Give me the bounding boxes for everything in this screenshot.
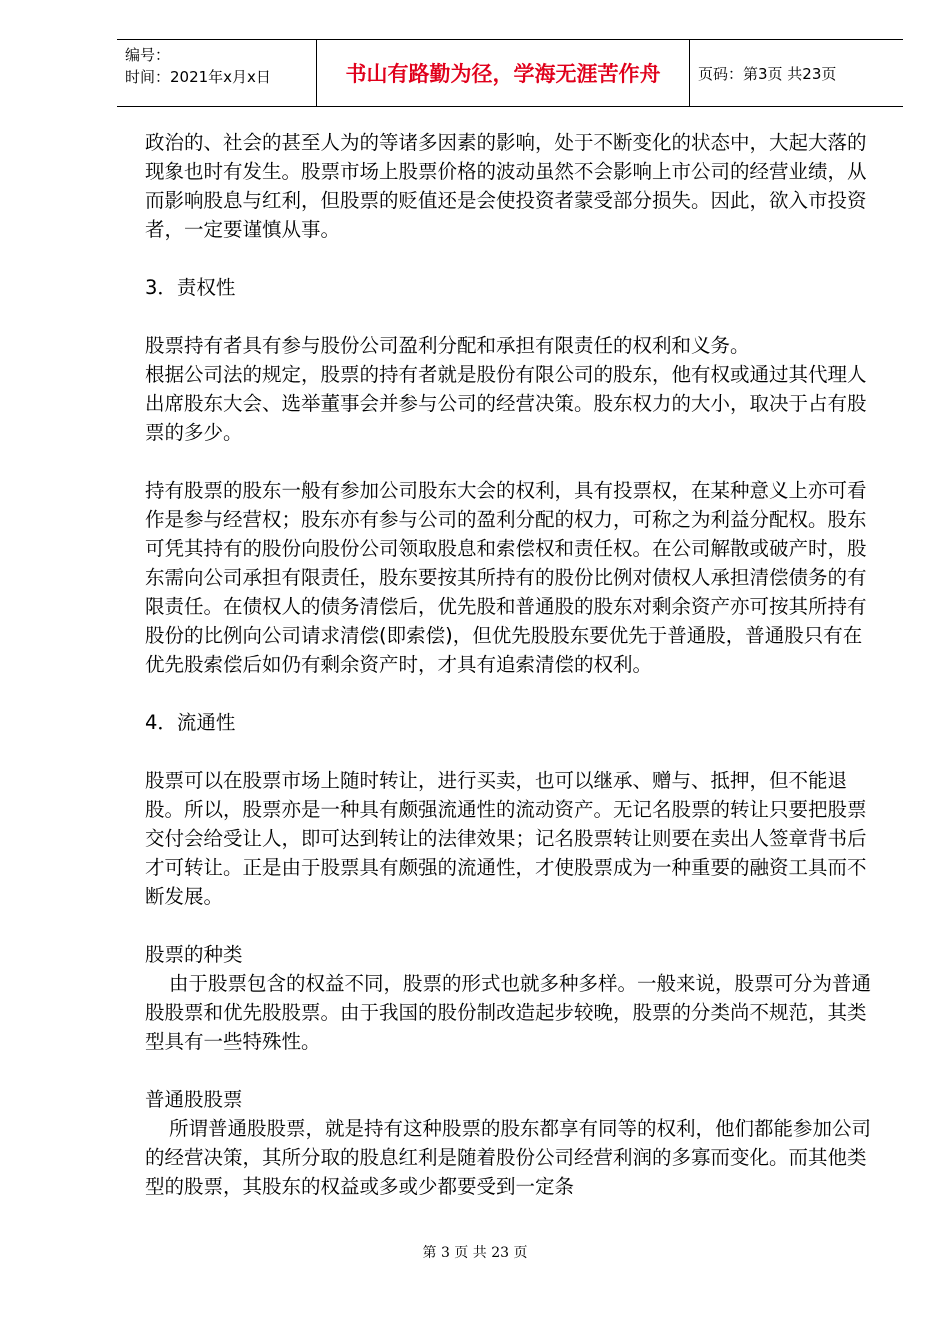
page-header [117, 39, 903, 107]
paragraph-4: 股票可以在股票市场上随时转让，进行买卖，也可以继承、赠与、抵押，但不能退股。所以，股票亦是一种具有颇强流通性的流动资产。无记名股票的转让只要把股票交付会给受让人，即可达到转让的法律效果；记名股票转让则要在卖出人签章背书后才可转让。正是由于股票具有颇强的流通性，才使股票成为一种重要的融资工具而不断发展。 [145, 769, 867, 908]
section-heading-4: 4．流通性 [145, 711, 236, 734]
section-heading-common-stock: 普通股股票 [145, 1088, 243, 1111]
section-heading-types: 股票的种类 [145, 943, 243, 966]
header-meta [117, 40, 316, 106]
paragraph-5: 由于股票包含的权益不同，股票的形式也就多种多样。一般来说，股票可分为普通股股票和优先股股票。由于我国的股份制改造起步较晚，股票的分类尚不规范，其类型具有一些特殊性。 [145, 972, 872, 1053]
page-footer: 第 3 页 共 23 页 [422, 1245, 528, 1261]
header-time: 时间：2021年x月x日 [125, 68, 271, 86]
header-page-number: 页码：第3页 共23页 [698, 64, 837, 83]
paragraph-2b: 根据公司法的规定，股票的持有者就是股份有限公司的股东，他有权或通过其代理人出席股东大会、选举董事会并参与公司的经营决策。股东权力的大小，取决于占有股票的多少。 [145, 363, 867, 444]
paragraph-6: 所谓普通股股票，就是持有这种股票的股东都享有同等的权利，他们都能参加公司的经营决策，其所分取的股息红利是随着股份公司经营利润的多寡而变化。而其他类型的股票，其股东的权益或多或少都要受到一定条 [145, 1117, 872, 1198]
section-heading-3: 3．责权性 [145, 276, 236, 299]
header-motto: 书山有路勤为径，学海无涯苦作舟 [316, 40, 690, 106]
paragraph-2a: 股票持有者具有参与股份公司盈利分配和承担有限责任的权利和义务。 [145, 334, 750, 357]
header-number: 编号： [125, 46, 171, 64]
document-body [145, 128, 880, 1201]
paragraph-1: 政治的、社会的甚至人为的等诸多因素的影响，处于不断变化的状态中，大起大落的现象也时有发生。股票市场上股票价格的波动虽然不会影响上市公司的经营业绩，从而影响股息与红利，但股票的贬值还是会使投资者蒙受部分损失。因此，欲入市投资者，一定要谨慎从事。 [145, 131, 867, 241]
paragraph-3: 持有股票的股东一般有参加公司股东大会的权利，具有投票权，在某种意义上亦可看作是参与经营权；股东亦有参与公司的盈利分配的权力，可称之为利益分配权。股东可凭其持有的股份向股份公司领取股息和索偿权和责任权。在公司解散或破产时，股东需向公司承担有限责任，股东要按其所持有的股份比例对债权人承担清偿债务的有限责任。在债权人的债务清偿后，优先股和普通股的股东对剩余资产亦可按其所持有股份的比例向公司请求清偿(即索偿)，但优先股股东要优先于普通股，普通股只有在优先股索偿后如仍有剩余资产时，才具有追索清偿的权利。 [145, 479, 867, 676]
